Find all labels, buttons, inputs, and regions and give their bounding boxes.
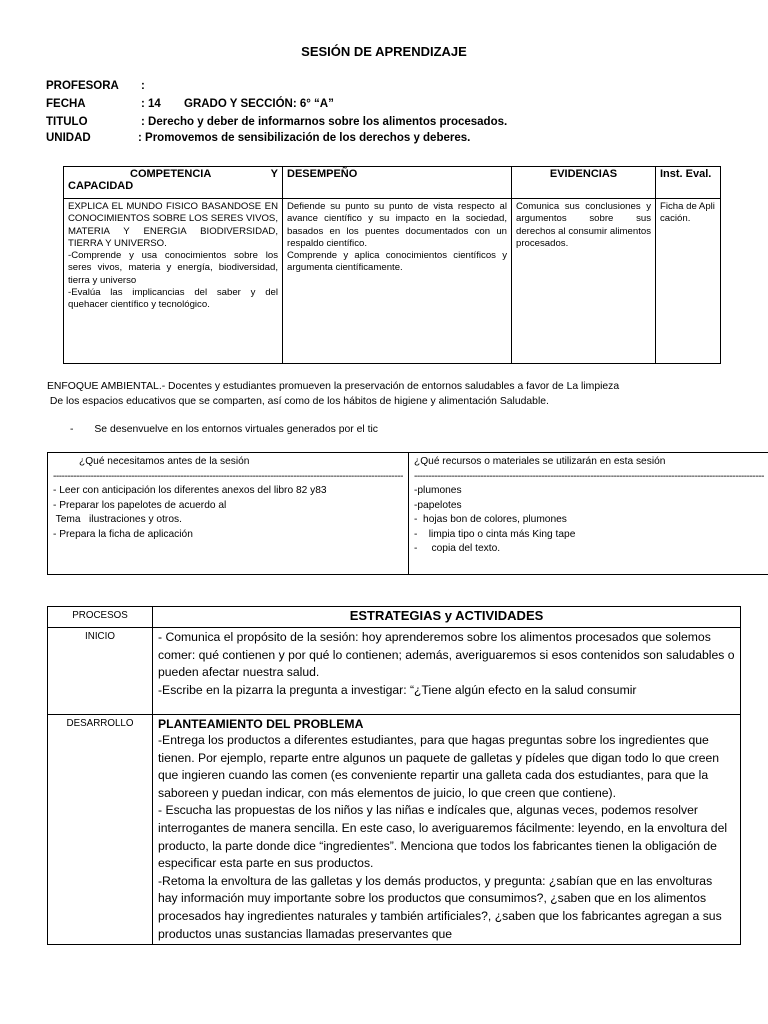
right-item: -plumones — [414, 485, 462, 496]
header-fecha — [46, 98, 646, 114]
left-item: Tema ilustraciones y otros. — [53, 514, 182, 525]
left-dash-line: ------------------------------------------------------------------------------------------------------------------------- — [53, 470, 403, 482]
preparacion-table — [47, 452, 768, 575]
left-head: ¿Qué necesitamos antes de la sesión — [79, 456, 250, 467]
competencia-head — [64, 167, 283, 199]
fecha-label: FECHA — [46, 98, 86, 110]
enfoque-line-1: ENFOQUE AMBIENTAL.- Docentes y estudiantes promueven la preservación de entornos saludables a favor de La limpieza — [47, 381, 620, 392]
desarrollo-subtitle: PLANTEAMIENTO DEL PROBLEMA — [158, 717, 364, 731]
fecha-value: : 14 — [141, 98, 161, 110]
inicio-cell: - Comunica el propósito de la sesión: hoy aprenderemos sobre los alimentos procesados que solemos comer: qué contienen y por qué lo contienen; además, averiguaremos si esos contenidos son saludables o pueden afectar nuestra salud. -Escribe en la pizarra la pregunta a investigar: “¿Tiene algún efecto en la salud consumir — [153, 628, 741, 715]
competencia-head-b: Y — [270, 168, 278, 180]
procesos-head: PROCESOS — [48, 607, 153, 628]
profesora-label: PROFESORA — [46, 80, 119, 92]
preparacion-right-cell — [409, 453, 768, 575]
competencia-cell: EXPLICA EL MUNDO FISICO BASANDOSE EN CONOCIMIENTOS SOBRE LOS SERES VIVOS, MATERIA Y ENERGIA BIODIVERSIDAD, TIERRA Y UNIVERSO. -Comprende y usa conocimientos sobre los seres vivos, materia y energía, biodiversidad, tierra y universo -Evalúa las implicancias del saber y del quehacer científico y tecnológico. — [64, 199, 283, 364]
evidencias-cell: Comunica sus conclusiones y argumentos sobre sus derechos al consumir alimentos procesados. — [512, 199, 656, 364]
competencias-table — [63, 166, 721, 364]
enfoque-bullet — [70, 424, 378, 435]
competencia-head-c: CAPACIDAD — [68, 180, 134, 192]
header-unidad — [46, 132, 646, 148]
inst-eval-head: Inst. Eval. — [656, 167, 721, 199]
grado-label: GRADO Y SECCIÓN: 6° “A” — [184, 98, 334, 110]
right-item: -papelotes — [414, 499, 462, 511]
right-item: - limpia tipo o cinta más King tape — [414, 528, 576, 540]
titulo-label: TITULO — [46, 116, 88, 128]
left-item: - Prepara la ficha de aplicación — [53, 528, 193, 540]
inst-eval-cell: Ficha de Aplicación. — [656, 199, 721, 364]
desarrollo-cell — [153, 715, 741, 945]
desarrollo-label: DESARROLLO — [48, 715, 153, 945]
header-profesora — [46, 80, 646, 96]
page-title: SESIÓN DE APRENDIZAJE — [301, 44, 467, 59]
desempeno-cell: Defiende su punto su punto de vista respecto al avance científico y su impacto en la sociedad, basados en los puentes documentados con un respaldo científico. Comprende y aplica conocimientos científicos y argumenta científicamente. — [283, 199, 512, 364]
bullet-text: Se desenvuelve en los entornos virtuales generados por el tic — [94, 424, 378, 435]
enfoque-line-2: De los espacios educativos que se comparten, así como de los hábitos de higiene y alimentación Saludable. — [47, 396, 549, 407]
bullet-mark: - — [70, 424, 74, 435]
titulo-value: : Derecho y deber de informarnos sobre los alimentos procesados. — [141, 116, 508, 128]
competencia-head-a: COMPETENCIA — [130, 168, 212, 180]
preparacion-left-cell — [48, 453, 409, 575]
desempeno-head: DESEMPEÑO — [283, 167, 512, 199]
right-item: - hojas bon de colores, plumones — [414, 514, 567, 525]
left-item: - Preparar los papelotes de acuerdo al — [53, 499, 227, 511]
estrategias-head: ESTRATEGIAS y ACTIVIDADES — [153, 607, 741, 628]
unidad-label: UNIDAD — [46, 132, 91, 144]
estrategias-table — [47, 606, 741, 945]
evidencias-head: EVIDENCIAS — [512, 167, 656, 199]
right-head: ¿Qué recursos o materiales se utilizarán en esta sesión — [414, 456, 666, 467]
right-item: - copia del texto. — [414, 543, 501, 554]
inicio-label: INICIO — [48, 628, 153, 715]
header-titulo — [46, 116, 646, 132]
unidad-value: : Promovemos de sensibilización de los derechos y deberes. — [138, 132, 471, 144]
right-dash-line: ------------------------------------------------------------------------------------------------------------------------- — [414, 470, 764, 482]
profesora-value: : — [141, 80, 145, 92]
enfoque-ambiental — [47, 379, 737, 409]
desarrollo-text: -Entrega los productos a diferentes estudiantes, para que hagas preguntas sobre los ingredientes que tienen. Por ejemplo, reparte entre algunos un paquete de galletas y pídeles que digan todo lo que creen que ingieren cuando las comen (es conveniente repartir una galleta cada dos estudiantes, para que la saboreen y puedan indicar, con más elementos de juicio, lo que creen que contiene). - Escucha las propuestas de los niños y las niñas e indícales que, algunas veces, podemos resolver interrogantes de manera sencilla. En este caso, lo averiguaremos fácilmente: leyendo, en la envoltura del producto, la parte donde dice “ingredientes”. Menciona que todos los fabricantes tienen la obligación de especificar esta parte en sus productos. -Retoma la envoltura de las galletas y los demás productos, y pregunta: ¿sabían que en las envolturas hay información muy importante sobre los productos que consumimos?, ¿saben que en los alimentos procesados hay ingredientes naturales y también artificiales?, ¿saben que los fabricantes agregan a sus productos unas sustancias llamadas preservantes que — [158, 733, 728, 941]
left-item: - Leer con anticipación los diferentes anexos del libro 82 y83 — [53, 485, 327, 496]
